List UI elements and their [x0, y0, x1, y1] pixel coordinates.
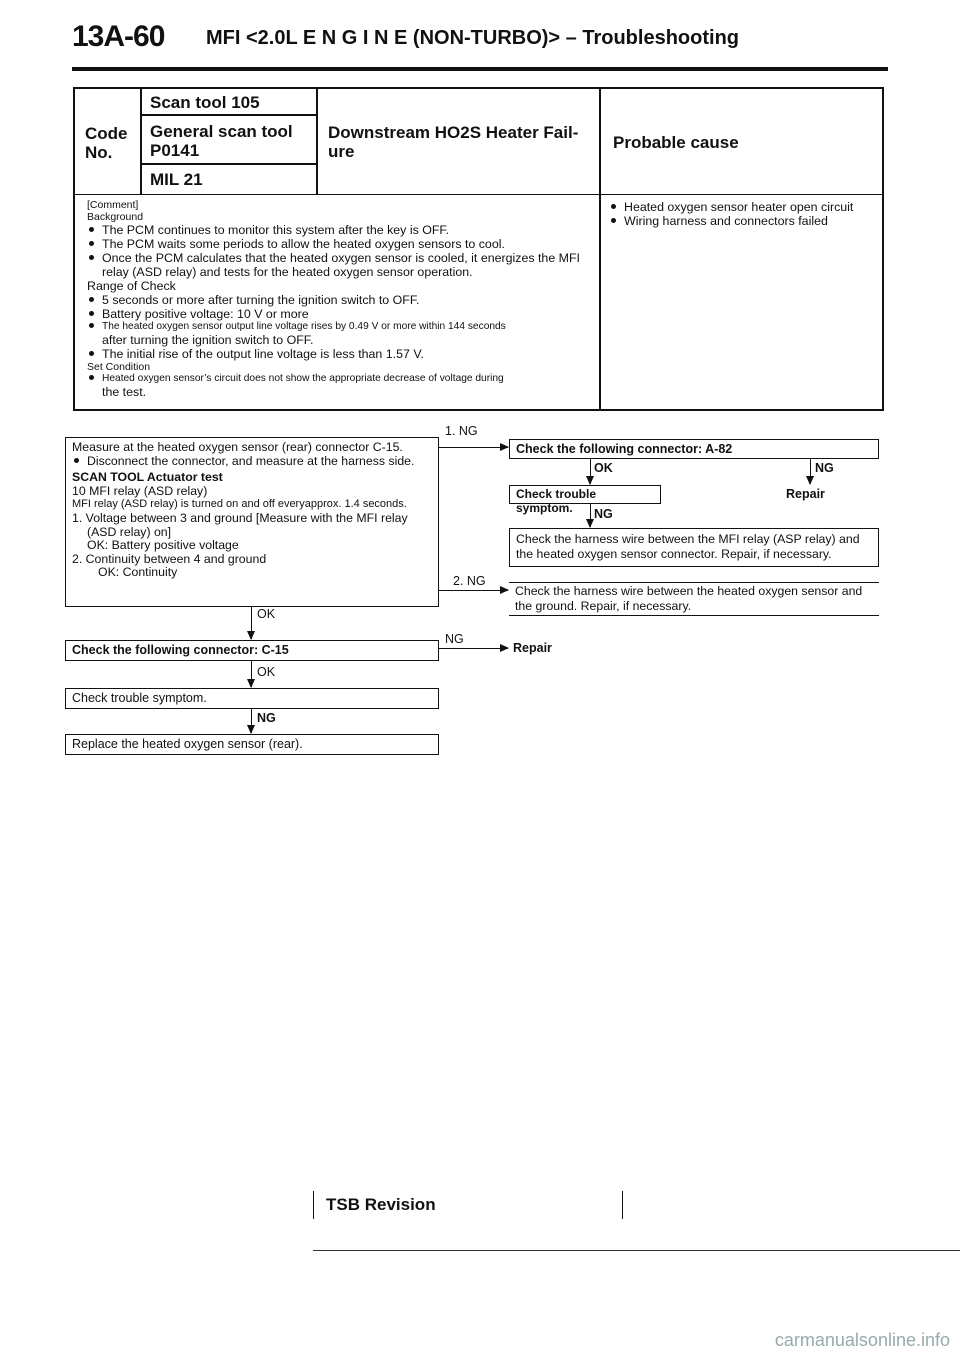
step-text: MFI relay (ASD relay) is turned on and off everyapprox. 1.4 seconds. [72, 498, 407, 511]
check-a82-box: Check the following connector: A-82 [509, 439, 879, 459]
box-text: Check the harness wire between the MFI relay (ASP relay) and [516, 532, 860, 546]
bullet-icon [89, 351, 94, 356]
step-text: OK: Continuity [98, 565, 178, 580]
bullet-icon [611, 204, 616, 209]
harness-check-box-1 [509, 528, 879, 567]
ok-label: OK [257, 665, 276, 679]
footer-rule [313, 1250, 960, 1251]
harness-check-box-2 [509, 582, 879, 616]
step-text: Disconnect the connector, and measure at the harness side. [72, 455, 432, 469]
page-code: 13A-60 [72, 20, 165, 53]
measure-step-box [65, 437, 439, 607]
comment-block [87, 199, 597, 399]
divider [140, 163, 316, 165]
arrow-down-icon [590, 459, 591, 484]
repair-label: Repair [786, 487, 825, 501]
page-title: MFI <2.0L E N G I N E (NON-TURBO)> – Troubleshooting [206, 27, 739, 49]
arrow-right-icon [439, 447, 508, 448]
replace-sensor-box: Replace the heated oxygen sensor (rear). [65, 734, 439, 755]
step-text: (ASD relay) on] [87, 524, 172, 539]
p-code: P0141 [150, 141, 200, 160]
fault-name-cont: ure [328, 142, 355, 161]
range-item: The heated oxygen sensor output line voltage rises by 0.49 V or more within 144 seconds [87, 321, 597, 333]
step-text: Measure at the heated oxygen sensor (rear) connector C-15. [72, 440, 403, 454]
range-item-cont: after turning the ignition switch to OFF. [102, 333, 314, 347]
ng1-label: 1. NG [445, 424, 478, 438]
header-rule [72, 67, 888, 71]
background-item: The PCM continues to monitor this system after the key is OFF. [87, 223, 597, 237]
ok-label: OK [257, 607, 276, 621]
range-item: Battery positive voltage: 10 V or more [87, 307, 597, 321]
bullet-icon [89, 227, 94, 232]
background-item-cont: relay (ASD relay) and tests for the heated oxygen sensor operation. [102, 265, 473, 279]
range-item: The initial rise of the output line voltage is less than 1.57 V. [87, 347, 597, 361]
bullet-icon [89, 297, 94, 302]
background-item: The PCM waits some periods to allow the heated oxygen sensors to cool. [87, 237, 597, 251]
bullet-icon [89, 375, 94, 380]
set-label: Set Condition [87, 361, 151, 373]
divider [316, 87, 318, 195]
box-text: the ground. Repair, if necessary. [515, 599, 692, 613]
cause-item: Wiring harness and connectors failed [609, 214, 879, 228]
mil-code: MIL 21 [150, 170, 203, 189]
fault-name: Downstream HO2S Heater Fail- [328, 123, 579, 142]
arrow-down-icon [251, 709, 252, 733]
arrow-down-icon [590, 504, 591, 527]
general-scan-tool: General scan tool [150, 122, 293, 141]
bullet-icon [611, 218, 616, 223]
set-item: Heated oxygen sensor’s circuit does not show the appropriate decrease of voltage during [87, 373, 597, 385]
divider [140, 114, 316, 116]
range-label: Range of Check [87, 279, 176, 293]
check-c15-box: Check the following connector: C-15 [65, 640, 439, 661]
arrow-right-icon [439, 590, 508, 591]
bullet-icon [89, 255, 94, 260]
background-item: Once the PCM calculates that the heated oxygen sensor is cooled, it energizes the MFI [87, 251, 597, 265]
divider [140, 87, 142, 195]
divider [599, 87, 601, 411]
comment-label: [Comment] [87, 199, 139, 211]
ng2-label: 2. NG [453, 574, 486, 588]
arrow-down-icon [810, 459, 811, 484]
bullet-icon [74, 458, 79, 463]
ng-label: NG [257, 711, 276, 725]
no-label: No. [85, 143, 113, 162]
bullet-icon [89, 323, 94, 328]
bullet-icon [89, 311, 94, 316]
ng-label: NG [815, 461, 834, 475]
background-label: Background [87, 211, 144, 223]
ng-label: NG [445, 632, 464, 646]
set-item-cont: the test. [102, 385, 147, 399]
cause-item: Heated oxygen sensor heater open circuit [609, 200, 879, 214]
box-text: Check the harness wire between the heated oxygen sensor and [515, 584, 863, 598]
probable-cause-heading: Probable cause [613, 133, 739, 152]
step-text: SCAN TOOL Actuator test [72, 470, 223, 485]
arrow-down-icon [251, 607, 252, 639]
scan-tool-code: Scan tool 105 [150, 93, 260, 112]
check-trouble-box: Check trouble symptom. [509, 485, 661, 504]
causes-list [609, 200, 879, 228]
step-text: 10 MFI relay (ASD relay) [72, 483, 208, 498]
ng-label: NG [594, 507, 613, 521]
watermark: carmanualsonline.info [774, 1330, 950, 1350]
step-text: 2. Continuity between 4 and ground [72, 551, 267, 566]
bullet-icon [89, 241, 94, 246]
step-text: 1. Voltage between 3 and ground [Measure with the MFI relay [72, 510, 408, 525]
tsb-revision: TSB Revision [313, 1191, 623, 1219]
step-text: OK: Battery positive voltage [87, 538, 239, 553]
range-item: 5 seconds or more after turning the ignition switch to OFF. [87, 293, 597, 307]
code-label: Code [85, 124, 128, 143]
ok-label: OK [594, 461, 613, 475]
check-trouble-box: Check trouble symptom. [65, 688, 439, 709]
repair-label: Repair [513, 641, 552, 655]
box-text: the heated oxygen sensor connector. Repair, if necessary. [516, 547, 832, 561]
arrow-right-icon [439, 648, 508, 649]
arrow-down-icon [251, 661, 252, 687]
